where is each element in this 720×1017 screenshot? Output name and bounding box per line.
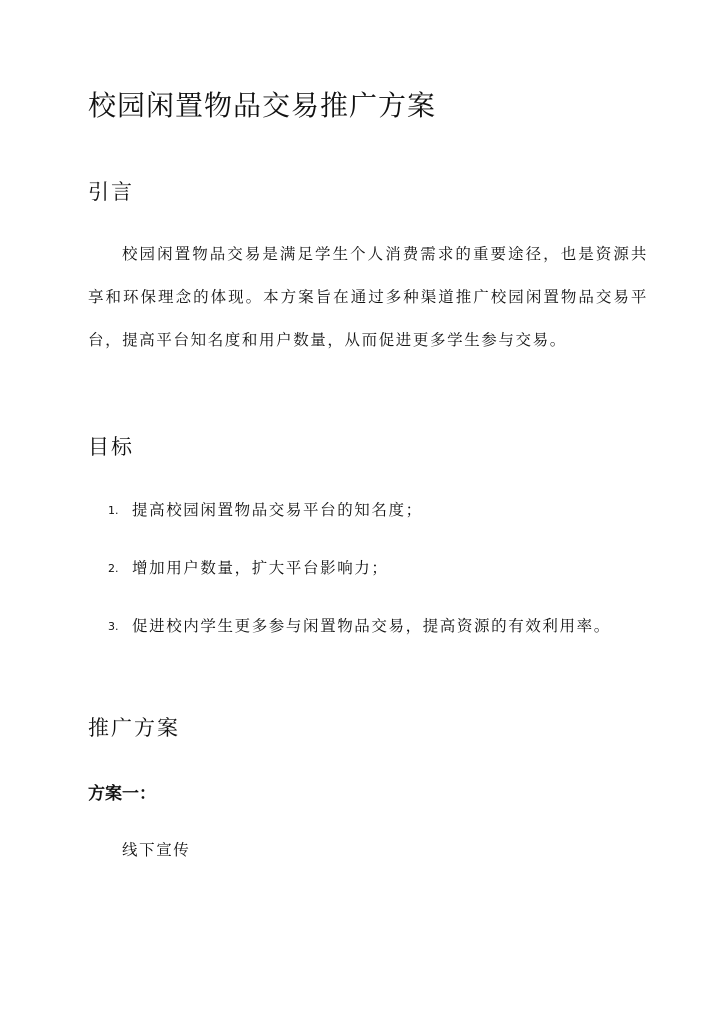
list-item-text: 提高校园闲置物品交易平台的知名度； xyxy=(132,501,423,519)
section-heading-goals: 目标 xyxy=(88,435,134,459)
plan-line: 线下宣传 xyxy=(122,841,191,859)
list-item xyxy=(88,489,628,532)
list-item-text: 增加用户数量，扩大平台影响力； xyxy=(132,559,389,577)
list-item-number: 1. xyxy=(108,504,119,517)
list-item xyxy=(88,605,628,648)
document-title: 校园闲置物品交易推广方案 xyxy=(88,89,437,122)
plan-subheading: 方案一： xyxy=(88,784,156,804)
section-heading-intro: 引言 xyxy=(88,180,134,204)
intro-paragraph: 校园闲置物品交易是满足学生个人消费需求的重要途径，也是资源共享和环保理念的体现。本方案旨在通过多种渠道推广校园闲置物品交易平台，提高平台知名度和用户数量，从而促进更多学生参与交易。 xyxy=(88,245,648,349)
list-item xyxy=(88,547,628,590)
goals-list xyxy=(88,489,628,663)
list-item-number: 3. xyxy=(108,620,119,633)
section-heading-plan: 推广方案 xyxy=(88,716,180,740)
list-item-text: 促进校内学生更多参与闲置物品交易，提高资源的有效利用率。 xyxy=(132,617,611,635)
list-item-number: 2. xyxy=(108,562,119,575)
